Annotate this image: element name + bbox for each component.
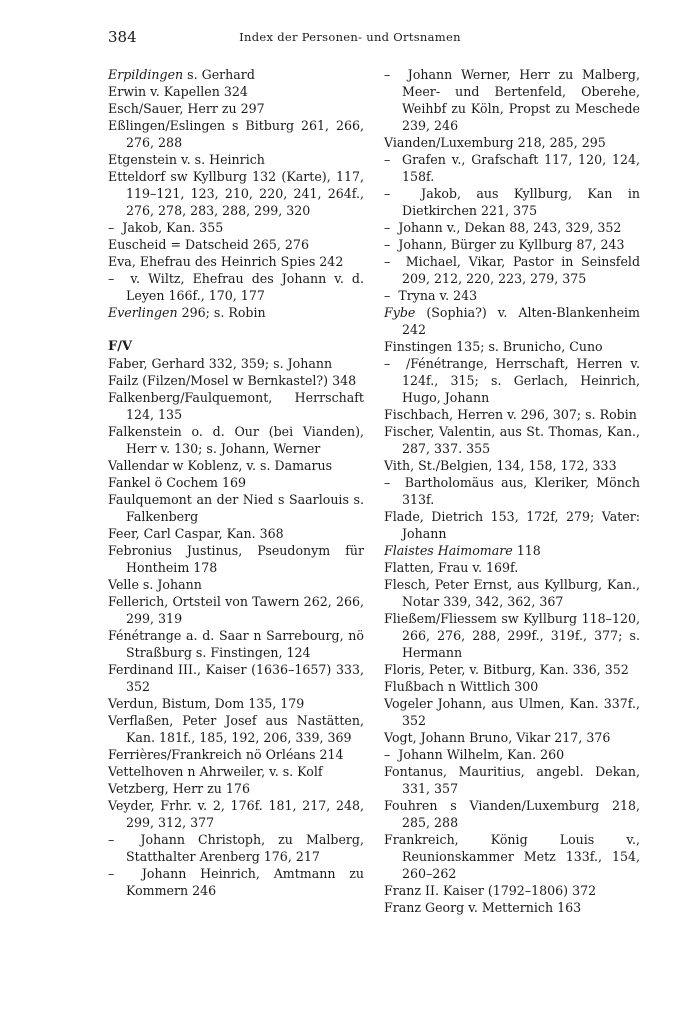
entry-rest: (Sophia?) v. Alten-Blankenheim 242 [402, 305, 640, 337]
index-entry: Esch/Sauer, Herr zu 297 [108, 101, 265, 116]
index-entry: Franz Georg v. Metternich 163 [384, 900, 582, 915]
page-header [108, 28, 592, 50]
index-entry: Flesch, Peter Ernst, aus Kyllburg, Kan., Notar 339, 342, 362, 367 [384, 577, 640, 609]
index-entry: Flade, Dietrich 153, 172f, 279; Vater: Johann [384, 509, 640, 541]
index-entry: Fischbach, Herren v. 296, 307; s. Robin [384, 407, 637, 422]
entry-rest: 296; s. Robin [177, 305, 266, 320]
index-entry: Floris, Peter, v. Bitburg, Kan. 336, 352 [384, 662, 629, 677]
index-subentry: – Michael, Vikar, Pastor in Seinsfeld 209, 212, 220, 223, 279, 375 [384, 253, 640, 287]
italic-term: Fybe [384, 305, 416, 320]
index-entry: Fischer, Valentin, aus St. Thomas, Kan., 287, 337. 355 [384, 424, 640, 456]
index-entry: Faulquemont an der Nied s Saarlouis s. Falkenberg [108, 492, 364, 524]
index-entry: Flatten, Frau v. 169f. [384, 560, 519, 575]
index-entry: Ferrières/Frankreich nö Orléans 214 [108, 747, 344, 762]
index-entry: Febronius Justinus, Pseudonym für Hontheim 178 [108, 543, 364, 575]
index-entry: Velle s. Johann [108, 577, 202, 592]
index-entry: Flußbach n Wittlich 300 [384, 679, 539, 694]
index-entry: Eßlingen/Eslingen s Bitburg 261, 266, 276, 288 [108, 118, 364, 150]
right-column [384, 66, 640, 916]
index-subentry: – /Fénétrange, Herrschaft, Herren v. 124f., 315; s. Gerlach, Heinrich, Hugo, Johann [384, 355, 640, 406]
index-entry: Verdun, Bistum, Dom 135, 179 [108, 696, 305, 711]
index-subentry: – Johann, Bürger zu Kyllburg 87, 243 [384, 236, 640, 253]
index-entry: Feer, Carl Caspar, Kan. 368 [108, 526, 284, 541]
index-entry: Vogeler Johann, aus Ulmen, Kan. 337f., 352 [384, 696, 640, 728]
index-subentry: – Johann Wilhelm, Kan. 260 [384, 746, 640, 763]
index-entry [384, 542, 640, 559]
index-entry: Erwin v. Kapellen 324 [108, 84, 248, 99]
section-heading: F/V [108, 339, 133, 354]
index-entry: Verflaßen, Peter Josef aus Nastätten, Kan. 181f., 185, 192, 206, 339, 369 [108, 713, 364, 745]
index-subentry: – Johann Werner, Herr zu Malberg, Meer- und Bertenfeld, Oberehe, Weihbf zu Köln, Propst zu Meschede 239, 246 [384, 66, 640, 134]
index-entry: Frankreich, König Louis v., Reunionskammer Metz 133f., 154, 260–262 [384, 832, 640, 881]
index-entry: Etgenstein v. s. Heinrich [108, 152, 265, 167]
index-entry: Falkenstein o. d. Our (bei Vianden), Herr v. 130; s. Johann, Werner [108, 424, 364, 456]
index-entry: Faber, Gerhard 332, 359; s. Johann [108, 356, 333, 371]
index-entry [108, 304, 364, 321]
index-entry: Fontanus, Mauritius, angebl. Dekan, 331, 357 [384, 764, 640, 796]
index-entry: Veyder, Frhr. v. 2, 176f. 181, 217, 248, 299, 312, 377 [108, 798, 364, 830]
index-entry [384, 304, 640, 338]
page-number: 384 [108, 28, 137, 46]
index-subentry: – Tryna v. 243 [384, 287, 640, 304]
index-entry: Etteldorf sw Kyllburg 132 (Karte), 117, 119–121, 123, 210, 220, 241, 264f., 276, 278, 283, 288, 299, 320 [108, 169, 364, 218]
index-subentry: – Jakob, Kan. 355 [108, 219, 364, 236]
index-subentry: – Grafen v., Grafschaft 117, 120, 124, 158f. [384, 151, 640, 185]
index-columns [108, 66, 640, 916]
italic-term: Erpildingen [108, 67, 184, 82]
italic-term: Flaistes Haimomare [384, 543, 513, 558]
index-entry: Vettelhoven n Ahrweiler, v. s. Kolf [108, 764, 323, 779]
index-entry: Failz (Filzen/Mosel w Bernkastel?) 348 [108, 373, 357, 388]
index-entry: Fellerich, Ortsteil von Tawern 262, 266, 299, 319 [108, 594, 364, 626]
index-entry: Fouhren s Vianden/Luxemburg 218, 285, 288 [384, 798, 640, 830]
index-entry [108, 66, 364, 83]
index-entry: Fénétrange a. d. Saar n Sarrebourg, nö Straßburg s. Finstingen, 124 [108, 628, 364, 660]
running-title: Index der Personen- und Ortsnamen [239, 30, 461, 44]
index-subentry: – v. Wiltz, Ehefrau des Johann v. d. Leyen 166f., 170, 177 [108, 270, 364, 304]
index-entry: Vith, St./Belgien, 134, 158, 172, 333 [384, 458, 617, 473]
entry-rest: s. Gerhard [183, 67, 255, 82]
index-entry: Falkenberg/Faulquemont, Herrschaft 124, 135 [108, 390, 364, 422]
index-subentry: – Bartholomäus aus, Kleriker, Mönch 313f. [384, 474, 640, 508]
index-entry: Finstingen 135; s. Brunicho, Cuno [384, 339, 603, 354]
index-entry: Fankel ö Cochem 169 [108, 475, 247, 490]
index-subentry: – Johann Christoph, zu Malberg, Statthalter Arenberg 176, 217 [108, 831, 364, 865]
index-entry: Vetzberg, Herr zu 176 [108, 781, 250, 796]
index-subentry: – Johann v., Dekan 88, 243, 329, 352 [384, 219, 640, 236]
entry-rest: 118 [512, 543, 541, 558]
index-entry: Vallendar w Koblenz, v. s. Damarus [108, 458, 333, 473]
italic-term: Everlingen [108, 305, 178, 320]
index-entry: Eva, Ehefrau des Heinrich Spies 242 [108, 254, 344, 269]
index-subentry: – Johann Heinrich, Amtmann zu Kommern 246 [108, 865, 364, 899]
left-column [108, 66, 364, 916]
index-entry: Franz II. Kaiser (1792–1806) 372 [384, 883, 597, 898]
index-entry: Vianden/Luxemburg 218, 285, 295 [384, 135, 606, 150]
index-entry: Vogt, Johann Bruno, Vikar 217, 376 [384, 730, 611, 745]
index-entry: Fließem/Fliessem sw Kyllburg 118–120, 266, 276, 288, 299f., 319f., 377; s. Hermann [384, 611, 640, 660]
index-entry: Euscheid = Datscheid 265, 276 [108, 237, 309, 252]
index-subentry: – Jakob, aus Kyllburg, Kan in Dietkirchen 221, 375 [384, 185, 640, 219]
index-entry: Ferdinand III., Kaiser (1636–1657) 333, 352 [108, 662, 364, 694]
